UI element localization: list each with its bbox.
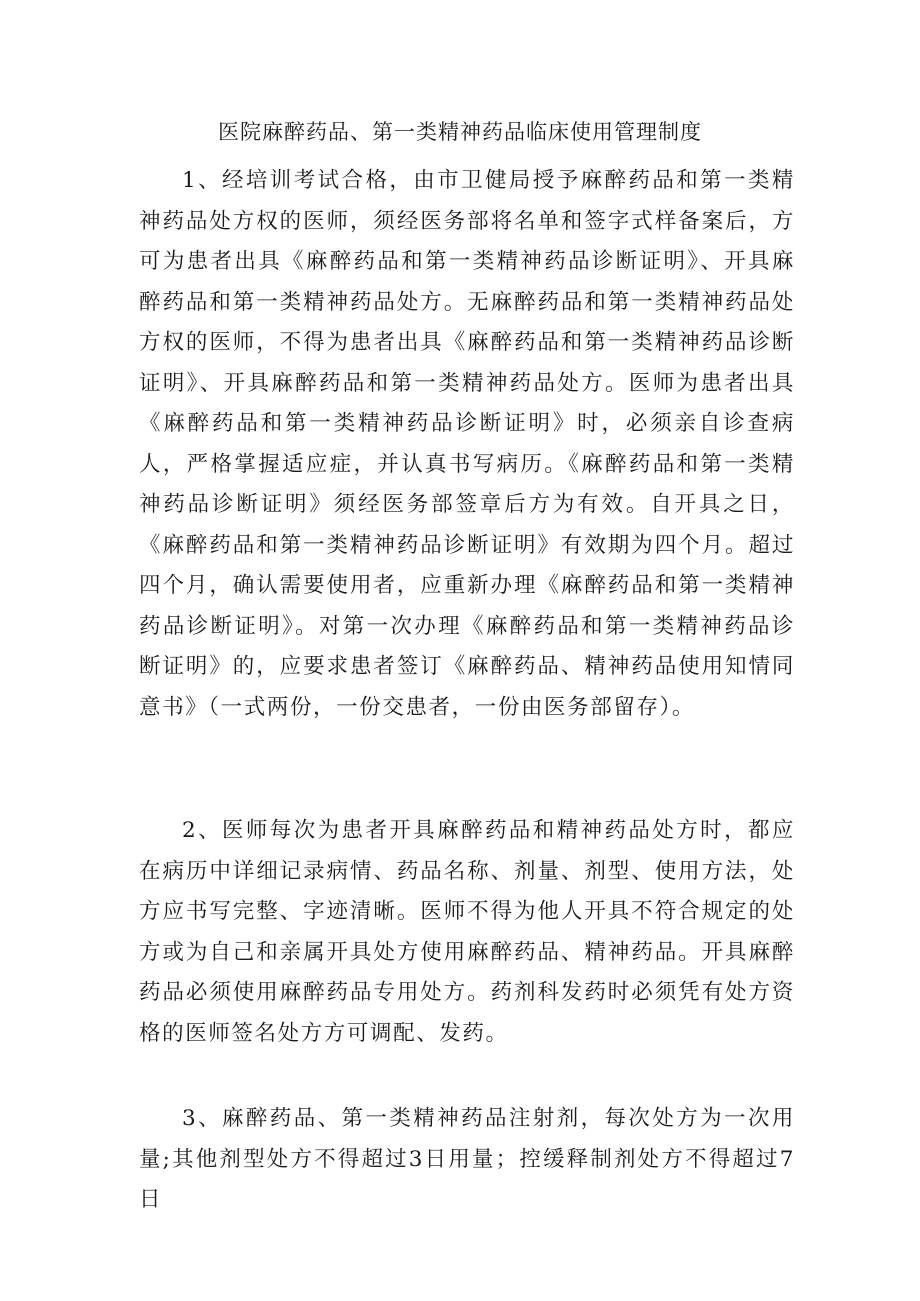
paragraph-3: 3、麻醉药品、第一类精神药品注射剂，每次处方为一次用量;其他剂型处方不得超过3日用量；控缓释制剂处方不得超过7日 [139,1106,795,1212]
document-title: 医院麻醉药品、第一类精神药品临床使用管理制度 [218,120,702,144]
paragraph-2: 2、医师每次为患者开具麻醉药品和精神药品处方时，都应在病历中详细记录病情、药品名称、剂量、剂型、使用方法，处方应书写完整、字迹清晰。医师不得为他人开具不符合规定的处方或为自己和亲属开具处方使用麻醉药品、精神药品。开具麻醉药品必须使用麻醉药品专用处方。药剂科发药时必须凭有处方资格的医师签名处方方可调配、发药。 [139,818,795,1046]
paragraph-1: 1、经培训考试合格，由市卫健局授予麻醉药品和第一类精神药品处方权的医师，须经医务部将名单和签字式样备案后，方可为患者出具《麻醉药品和第一类精神药品诊断证明》、开具麻醉药品和第一类精神药品处方。无麻醉药品和第一类精神药品处方权的医师，不得为患者出具《麻醉药品和第一类精神药品诊断证明》、开具麻醉药品和第一类精神药品处方。医师为患者出具《麻醉药品和第一类精神药品诊断证明》时，必须亲自诊查病人，严格掌握适应症，并认真书写病历。《麻醉药品和第一类精神药品诊断证明》须经医务部签章后方为有效。自开具之日，《麻醉药品和第一类精神药品诊断证明》有效期为四个月。超过四个月，确认需要使用者，应重新办理《麻醉药品和第一类精神药品诊断证明》。对第一次办理《麻醉药品和第一类精神药品诊断证明》的，应要求患者签订《麻醉药品、精神药品使用知情同意书》（一式两份，一份交患者，一份由医务部留存）。 [139,168,795,720]
